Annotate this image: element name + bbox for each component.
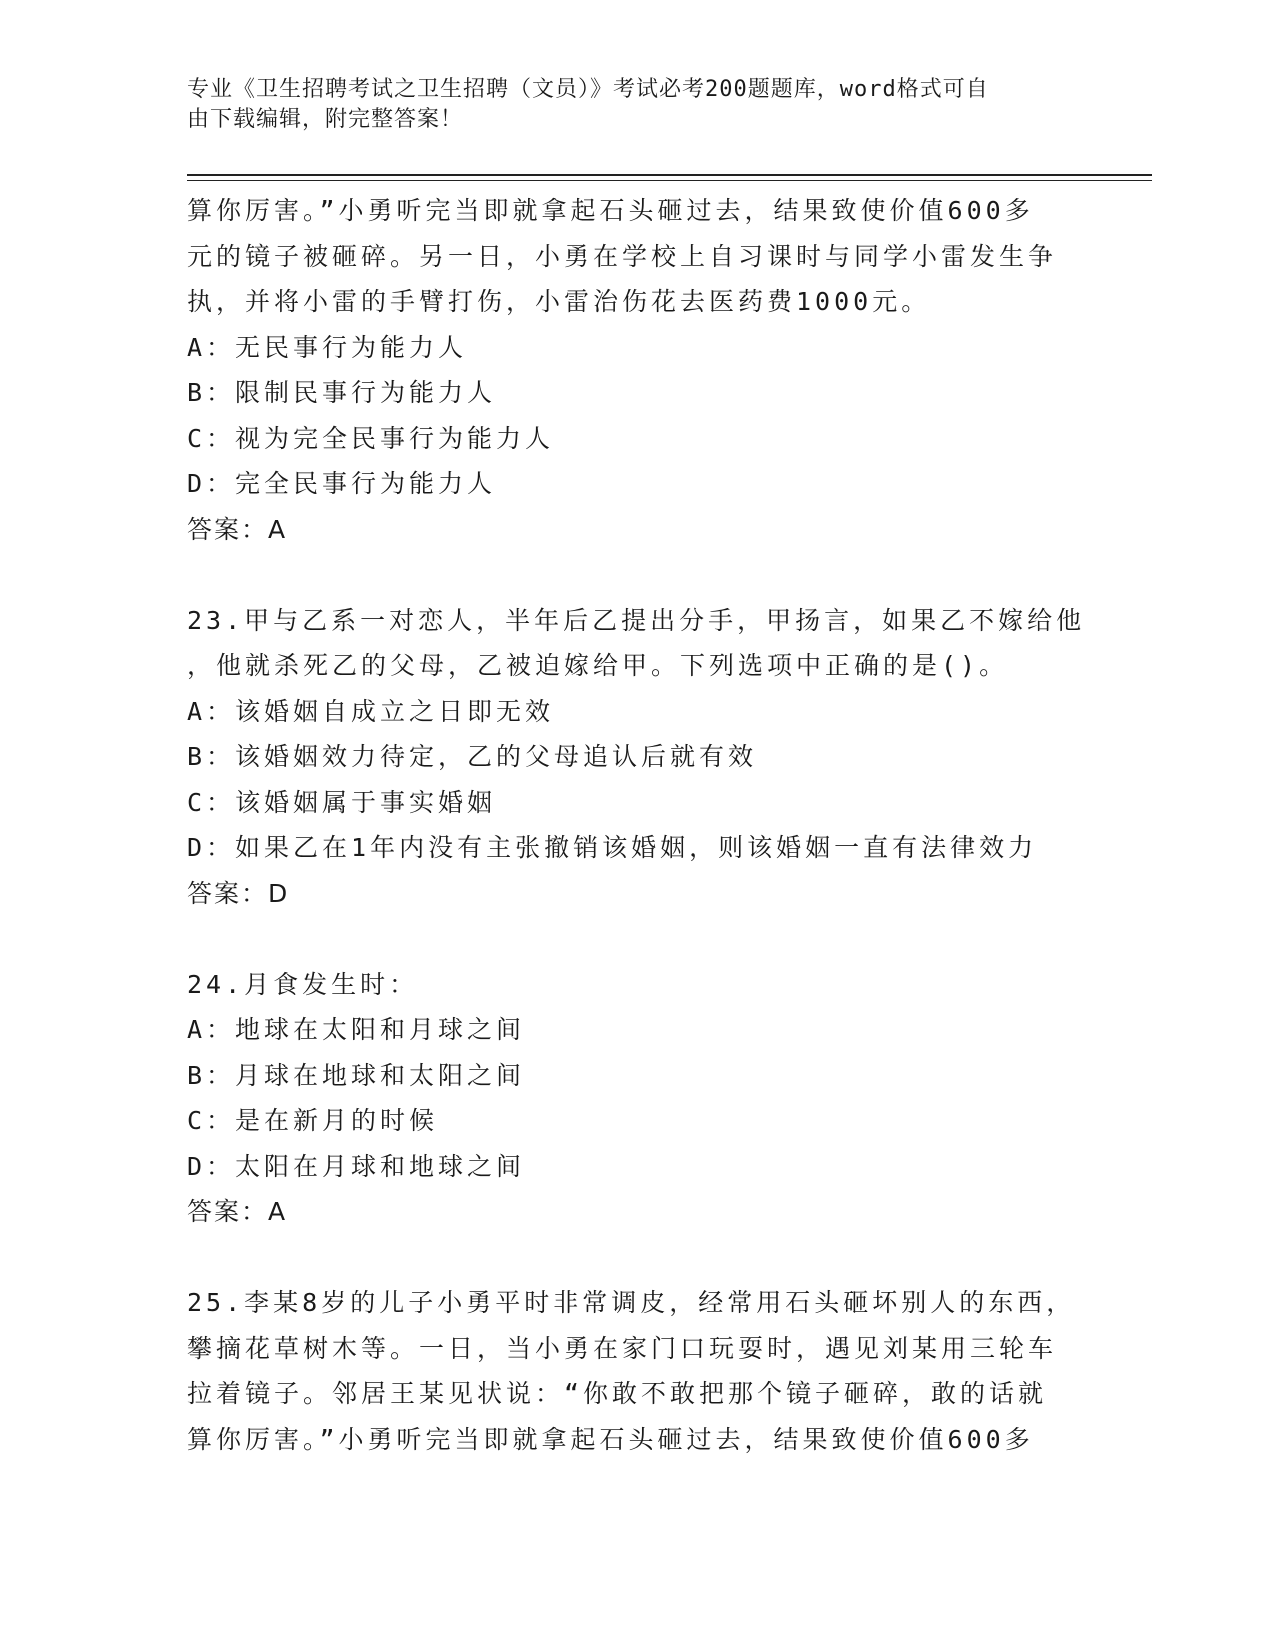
option-a: A：无民事行为能力人	[187, 332, 468, 362]
document-header	[187, 75, 1067, 135]
option-a: A：地球在太阳和月球之间	[187, 1015, 526, 1044]
option-c: C：是在新月的时候	[187, 1106, 439, 1135]
answer-line: 答案：A	[187, 514, 288, 544]
question-text-line: 元的镜子被砸碎。另一日，小勇在学校上自习课时与同学小雷发生争	[187, 241, 1058, 271]
document-body	[187, 188, 1147, 1462]
question-text-line: 24.月食发生时：	[187, 969, 419, 999]
question-23	[187, 598, 1147, 917]
header-divider-thick	[187, 174, 1152, 176]
question-22-continuation	[187, 188, 1147, 552]
option-b: B：限制民事行为能力人	[187, 378, 497, 407]
question-text-line: 攀摘花草树木等。一日，当小勇在家门口玩耍时，遇见刘某用三轮车	[187, 1333, 1058, 1363]
spacer	[187, 552, 1147, 598]
answer-line: 答案：D	[187, 878, 290, 908]
spacer	[187, 1235, 1147, 1281]
question-text-line: 执，并将小雷的手臂打伤，小雷治伤花去医药费1000元。	[187, 287, 931, 316]
header-line-2: 由下载编辑，附完整答案！	[187, 107, 464, 132]
spacer	[187, 916, 1147, 962]
question-text-line: 拉着镜子。邻居王某见状说：“你敢不敢把那个镜子砸碎，敢的话就	[187, 1379, 1048, 1408]
option-c: C：该婚姻属于事实婚姻	[187, 787, 497, 817]
option-b: B：月球在地球和太阳之间	[187, 1060, 526, 1090]
option-b: B：该婚姻效力待定，乙的父母追认后就有效	[187, 742, 758, 771]
option-d: D：完全民事行为能力人	[187, 469, 497, 498]
header-divider-thin	[187, 180, 1152, 181]
question-24	[187, 962, 1147, 1235]
header-line-1: 专业《卫生招聘考试之卫生招聘（文员）》考试必考200题题库，word格式可自	[187, 77, 989, 102]
question-text-line: 23.甲与乙系一对恋人，半年后乙提出分手，甲扬言，如果乙不嫁给他	[187, 605, 1086, 635]
question-25	[187, 1280, 1147, 1462]
question-text-line: 算你厉害。”小勇听完当即就拿起石头砸过去，结果致使价值600多	[187, 1424, 1034, 1454]
option-c: C：视为完全民事行为能力人	[187, 423, 555, 453]
question-text-line: 算你厉害。”小勇听完当即就拿起石头砸过去，结果致使价值600多	[187, 196, 1034, 225]
question-text-line: 25.李某8岁的儿子小勇平时非常调皮，经常用石头砸坏别人的东西，	[187, 1288, 1076, 1317]
option-d: D：太阳在月球和地球之间	[187, 1151, 526, 1181]
option-d: D：如果乙在1年内没有主张撤销该婚姻，则该婚姻一直有法律效力	[187, 833, 1038, 862]
answer-line: 答案：A	[187, 1197, 288, 1226]
option-a: A：该婚姻自成立之日即无效	[187, 696, 555, 726]
question-text-line: ，他就杀死乙的父母，乙被迫嫁给甲。下列选项中正确的是()。	[187, 651, 1009, 680]
